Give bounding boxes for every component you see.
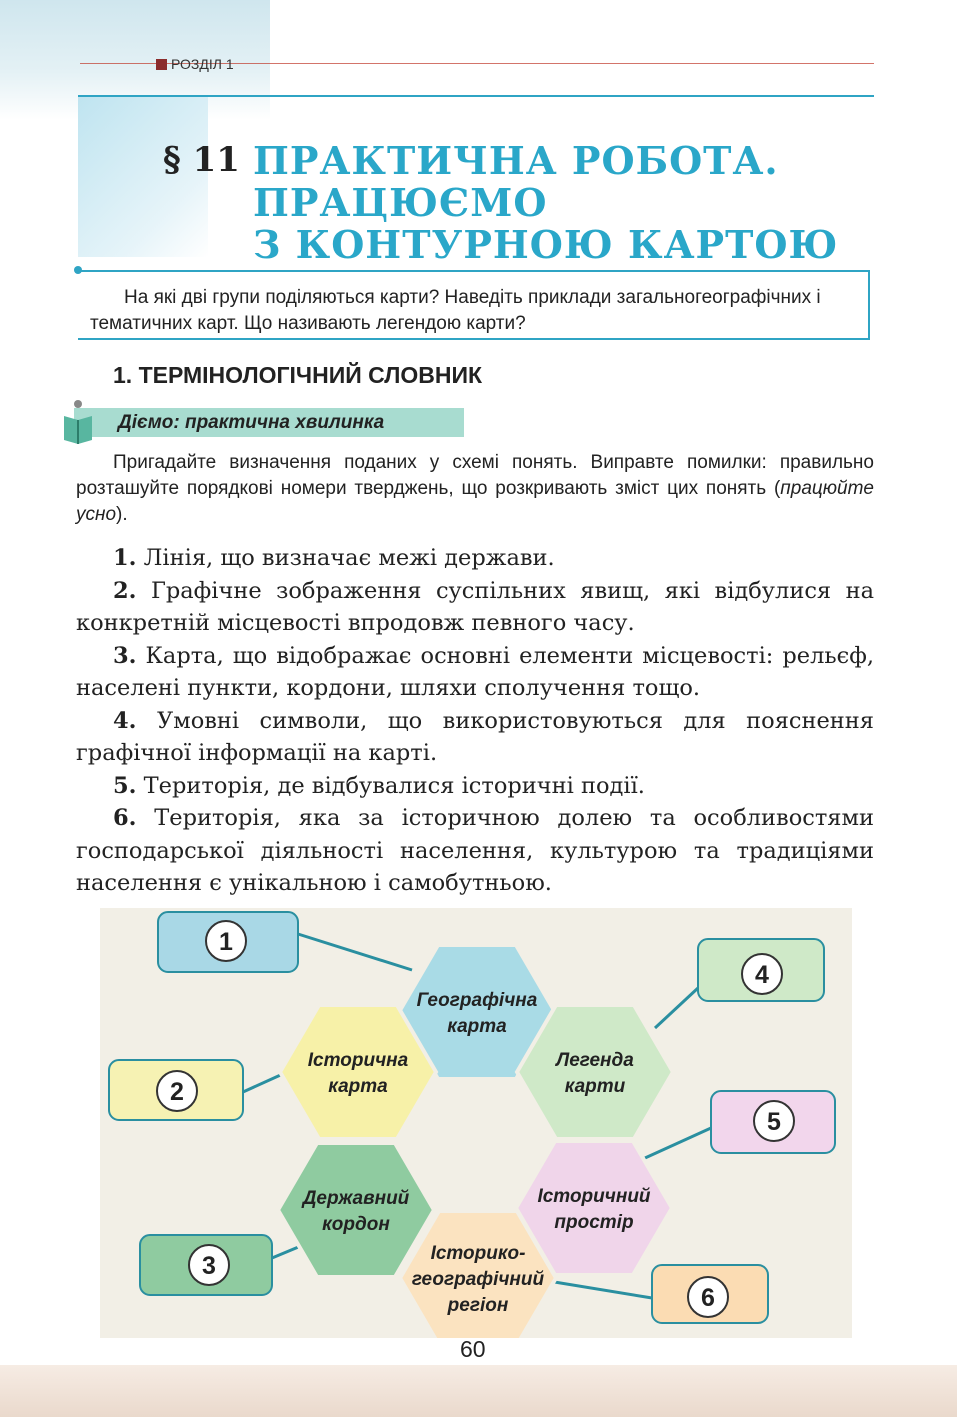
task-intro [76,450,874,528]
concept-label: карта [447,1016,507,1037]
concept-label: Історико- [430,1243,526,1264]
intro-italic: працюйте усно [76,478,874,525]
statement-item: 3. Карта, що відображає основні елементи місцевості: рельєф, населені пункти, кордони, шляхи сполучення тощо. [76,642,874,701]
section-heading: 1. ТЕРМІНОЛОГІЧНИЙ СЛОВНИК [113,362,483,388]
section-label-text: РОЗДІЛ 1 [171,56,234,72]
answer-number: 3 [202,1252,216,1280]
answer-number: 5 [767,1108,781,1136]
concept-diagram [100,908,852,1338]
question-box-dot [74,266,82,274]
concept-label: кордон [322,1214,390,1235]
bottom-decoration [0,1365,957,1417]
connector-line [298,934,412,970]
statement-item: 4. Умовні символи, що використовуються для пояснення графічної інформації на карті. [76,707,874,766]
answer-number: 6 [701,1284,715,1312]
concept-label: Державний [302,1188,410,1209]
concept-label: Історичний [537,1186,651,1207]
connector-line [655,988,698,1028]
paragraph-number: § 11 [163,140,240,180]
title-line: ПРАКТИЧНА РОБОТА. [253,138,779,183]
section-label [156,56,234,72]
concept-label: Історична [307,1050,409,1071]
answer-number: 1 [219,928,233,956]
answer-number: 4 [755,961,769,989]
statement-item: 5. Територія, де відбувалися історичні події. [113,772,645,799]
connector-line [645,1128,711,1158]
intro-main: Пригадайте визначення поданих у схемі понять. Виправте помилки: правильно розташуйте порядкові номери тверджень, що розкривають зміст цих понять ( [76,452,874,499]
concept-label: карти [564,1076,626,1097]
concept-label: Легенда [556,1050,634,1071]
answer-number: 2 [170,1078,184,1106]
title-line: ПРАЦЮЄМО [253,180,548,225]
book-icon [60,396,100,450]
section-square-icon [156,59,167,70]
title-rule [78,95,874,97]
statement-list [76,542,874,900]
question-text: На які дві групи поділяються карти? Наведіть приклади загальногеографічних і тематичних карт. Що називають легендою карти? [90,287,821,334]
statement-item: 6. Територія, яка за історичною долею та особливостями господарської діяльності населення, культурою та традиціями населення є унікальною і самобутньою. [76,805,874,896]
diagram-canvas [100,908,852,1338]
task-label: Діємо: практична хвилинка [118,412,385,433]
concept-label: простір [554,1212,634,1233]
concept-label: карта [328,1076,388,1097]
concept-label: регіон [447,1295,509,1316]
statement-item: 2. Графічне зображення суспільних явищ, які відбулися на конкретній місцевості впродовж певного часу. [76,577,874,636]
title-line: З КОНТУРНОЮ КАРТОЮ [253,222,839,267]
page-number: 60 [460,1336,486,1362]
concept-label: Географічна [416,990,538,1011]
page-title [253,140,838,266]
intro-end: ). [116,504,128,525]
concept-label: географічний [411,1269,545,1290]
statement-item: 1. Лінія, що визначає межі держави. [113,545,555,571]
